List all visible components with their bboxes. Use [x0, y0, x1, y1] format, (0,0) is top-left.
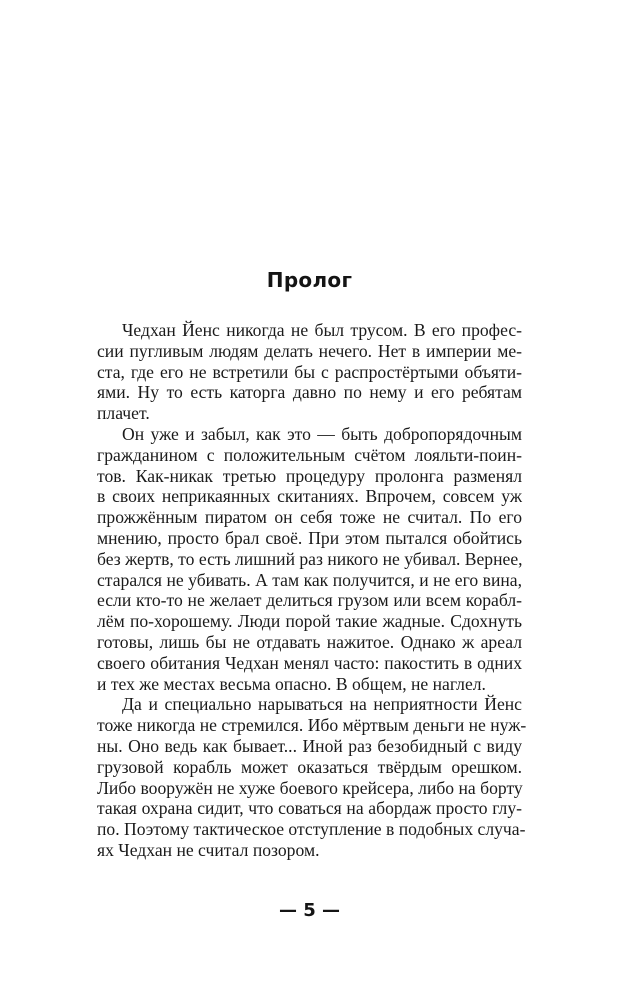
- text-line: готовы, лишь бы не отдавать нажитое. Однако ж ареал: [97, 631, 522, 652]
- text-line: прожжённым пиратом он себя тоже не считал. По его: [97, 507, 522, 528]
- text-line: лём по-хорошему. Люди порой такие жадные. Сдохнуть: [97, 611, 522, 632]
- text-line: тов. Как-никак третью процедуру пролонга разменял: [97, 465, 522, 486]
- text-line: Он уже и забыл, как это — быть добропорядочным: [122, 423, 522, 444]
- text-line: гражданином с положительным счётом лояльти-поин-: [97, 444, 522, 465]
- text-line: такая охрана сидит, что соваться на абордаж просто глу-: [97, 798, 522, 819]
- text-line: плачет.: [97, 403, 150, 424]
- text-line: грузовой корабль может оказаться твёрдым орешком.: [97, 756, 522, 777]
- text-line: своего обитания Чедхан менял часто: пакостить в одних: [97, 652, 522, 673]
- text-line: по. Поэтому тактическое отступление в подобных случа-: [97, 819, 526, 840]
- text-line: ны. Оно ведь как бывает... Иной раз безобидный с виду: [97, 735, 522, 756]
- text-line: ста, где его не встретили бы с распростёртыми объяти-: [97, 361, 522, 382]
- chapter-title: Пролог: [266, 268, 353, 292]
- chapter-body: [97, 320, 527, 861]
- text-line: ях Чедхан не считал позором.: [97, 839, 320, 860]
- text-line: Либо вооружён не хуже боевого крейсера, либо на борту: [97, 777, 523, 798]
- text-line: без жертв, то есть лишний раз никого не убивал. Вернее,: [97, 548, 523, 569]
- text-line: сии пугливым людям делать нечего. Нет в империи ме-: [97, 340, 522, 361]
- text-line: старался не убивать. А там как получится, и не его вина,: [97, 569, 522, 590]
- text-line: мнению, просто брал своё. При этом пытался обойтись: [97, 527, 522, 548]
- text-line: если кто-то не желает делиться грузом или всем корабл-: [97, 590, 522, 611]
- text-line: в своих неприкаянных скитаниях. Впрочем, совсем уж: [97, 486, 522, 507]
- text-line: Да и специально нарываться на неприятности Йенс: [122, 694, 522, 715]
- text-line: тоже никогда не стремился. Ибо мёртвым деньги не нуж-: [97, 715, 527, 736]
- text-line: Чедхан Йенс никогда не был трусом. В его профес-: [122, 320, 522, 340]
- text-line: и тех же местах весьма опасно. В общем, не наглел.: [97, 673, 486, 694]
- text-line: ями. Ну то есть каторга давно по нему и его ребятам: [97, 382, 522, 403]
- page-number: — 5 —: [278, 900, 341, 921]
